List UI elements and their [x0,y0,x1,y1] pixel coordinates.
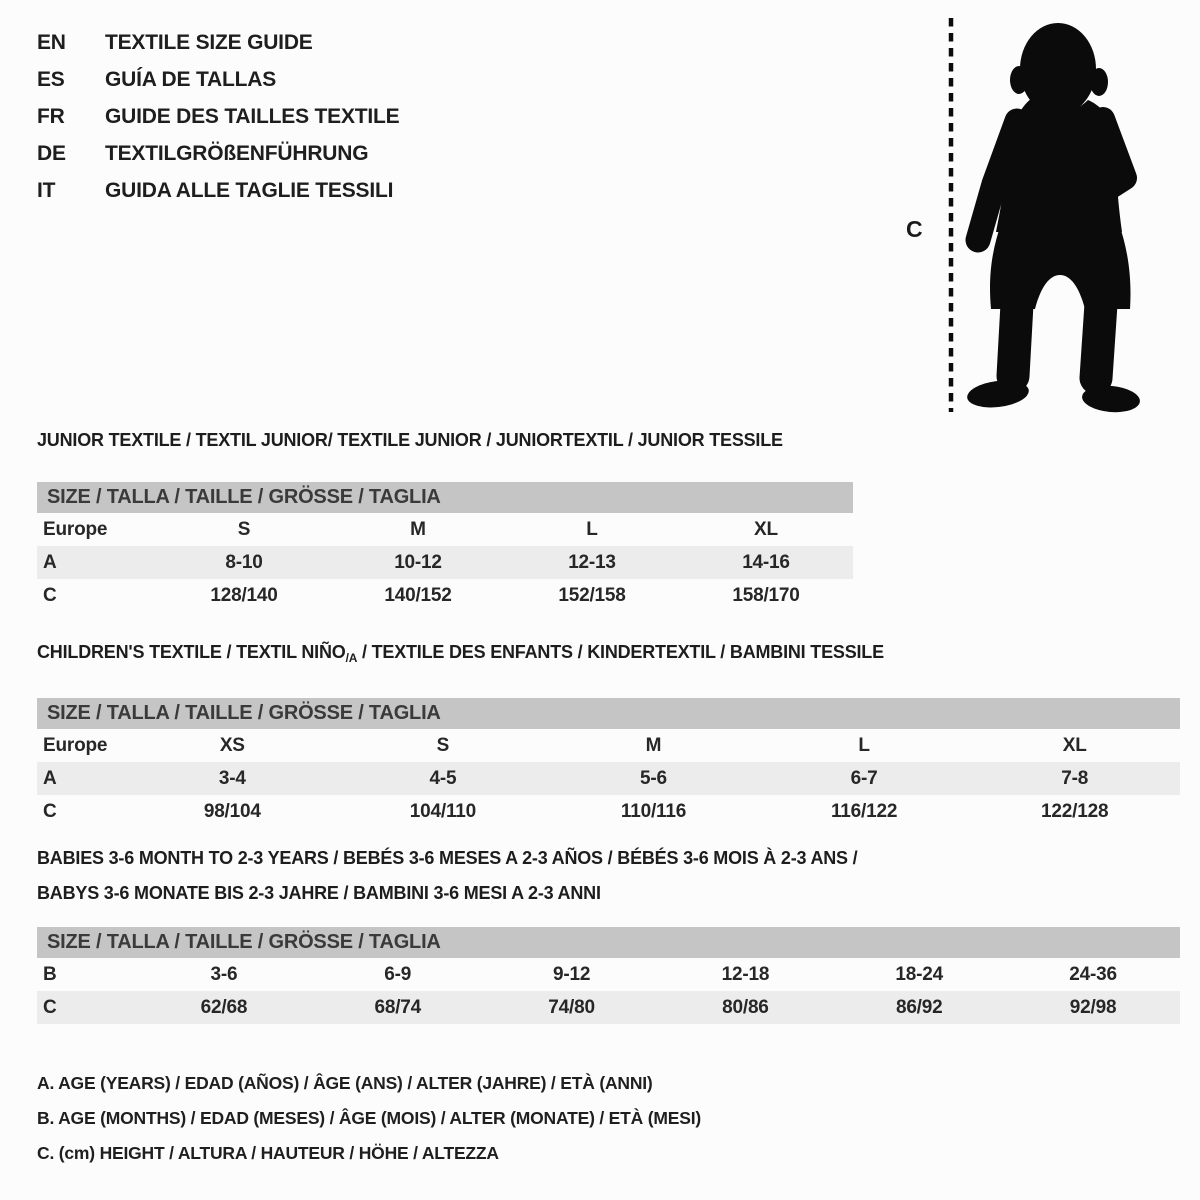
size-cell: 98/104 [203,800,261,822]
section-title-line: BABIES 3-6 MONTH TO 2-3 YEARS / BEBÉS 3-6 MESES A 2-3 AÑOS / BÉBÉS 3-6 MOIS À 2-3 ANS / [37,848,858,868]
babies-section [37,841,1180,1024]
size-cell: 80/86 [722,996,769,1018]
size-cell: 3-4 [218,767,246,789]
section-title-line: CHILDREN'S TEXTILE / TEXTIL $NIÑO_{/A}$ / TEXTILE DES ENFANTS / KINDERTEXTIL / BAMBINI TESSILE [37,642,884,665]
size-cell: S [237,518,251,540]
footnote-line: A. AGE (YEARS) / EDAD (AÑOS) / ÂGE (ANS) / ALTER (JAHRE) / ETÀ (ANNI) [37,1073,653,1093]
size-cell: 18-24 [895,963,944,985]
section-title [37,641,1180,669]
size-cell: 122/128 [1041,800,1109,822]
size-cell: XS [219,734,245,756]
size-cell: M [645,734,662,756]
section-title [37,841,1180,911]
footnote-line: B. AGE (MONTHS) / EDAD (MESES) / ÂGE (MOIS) / ALTER (MONATE) / ETÀ (MESI) [37,1108,701,1128]
table-row [37,958,1180,991]
size-cell: 86/92 [895,996,943,1018]
size-cell: 62/68 [200,996,248,1018]
size-cell: 12-13 [568,551,616,573]
size-cell: 92/98 [1069,996,1117,1018]
language-row [37,172,399,209]
language-label: TEXTILGRÖßENFÜHRUNG [105,141,369,165]
size-cell: L [586,518,598,540]
size-cell: 24-36 [1069,963,1117,985]
junior-size-table [37,513,853,612]
size-cell: 9-12 [552,963,591,985]
size-cell: 68/74 [374,996,422,1018]
size-header-bar: SIZE / TALLA / TAILLE / GRÖSSE / TAGLIA [37,482,853,513]
size-cell: 104/110 [409,800,476,822]
table-row [37,795,1180,828]
language-code: ES [37,67,65,91]
row-label: A [43,767,57,789]
language-code: DE [37,141,66,165]
size-cell: 6-9 [384,963,412,985]
children-size-table [37,729,1180,828]
size-cell: 110/116 [620,800,687,822]
size-cell: 158/170 [732,584,800,606]
table-row [37,991,1180,1024]
size-cell: 140/152 [384,584,452,606]
size-cell: XL [1062,734,1087,756]
row-label: B [43,963,57,985]
language-row [37,24,399,61]
size-cell: 3-6 [210,963,238,985]
size-cell: 10-12 [394,551,442,573]
language-row [37,61,399,98]
row-label: C [43,800,57,822]
language-row [37,98,399,135]
size-cell: 14-16 [742,551,790,573]
size-cell: 8-10 [225,551,263,573]
language-code: EN [37,30,66,54]
language-list [37,24,399,209]
language-label: GUÍA DE TALLAS [105,67,277,91]
babies-size-table [37,958,1180,1024]
section-title-line: JUNIOR TEXTILE / TEXTIL JUNIOR/ TEXTILE JUNIOR / JUNIORTEXTIL / JUNIOR TESSILE [37,430,783,450]
size-cell: 128/140 [210,584,278,606]
size-cell: L [858,734,870,756]
table-row [37,513,853,546]
toddler-silhouette [966,23,1141,414]
footnotes [37,1066,701,1171]
size-cell: 152/158 [558,584,626,606]
language-label: TEXTILE SIZE GUIDE [105,30,313,54]
row-label: Europe [43,518,108,540]
table-row [37,579,853,612]
language-code: IT [37,178,56,202]
size-cell: S [436,734,450,756]
table-row [37,729,1180,762]
language-row [37,135,399,172]
row-label: A [43,551,57,573]
table-row [37,762,1180,795]
section-title [37,429,853,451]
size-cell: XL [754,518,778,540]
row-label: C [43,996,57,1018]
size-cell: 74/80 [548,996,595,1018]
toddler-silhouette-figure [880,8,1160,418]
language-label: GUIDE DES TAILLES TEXTILE [105,104,400,128]
size-header-bar: SIZE / TALLA / TAILLE / GRÖSSE / TAGLIA [37,698,1180,729]
language-code: FR [37,104,65,128]
size-cell: 6-7 [850,767,878,789]
size-cell: M [410,518,426,540]
size-cell: 116/122 [830,800,898,822]
language-label: GUIDA ALLE TAGLIE TESSILI [105,178,394,202]
row-label: C [43,584,57,606]
row-label: Europe [43,734,108,756]
size-cell: 12-18 [721,963,770,985]
junior-section [37,429,853,612]
footnote-line: C. (cm) HEIGHT / ALTURA / HAUTEUR / HÖHE / ALTEZZA [37,1143,499,1163]
section-title-line: BABYS 3-6 MONATE BIS 2-3 JAHRE / BAMBINI 3-6 MESI A 2-3 ANNI [37,883,601,903]
height-measure-label-c: C [906,216,923,242]
table-row [37,546,853,579]
size-cell: 4-5 [429,767,457,789]
size-cell: 7-8 [1061,767,1089,789]
children-section [37,641,1180,828]
size-cell: 5-6 [640,767,667,789]
size-header-bar: SIZE / TALLA / TAILLE / GRÖSSE / TAGLIA [37,927,1180,958]
